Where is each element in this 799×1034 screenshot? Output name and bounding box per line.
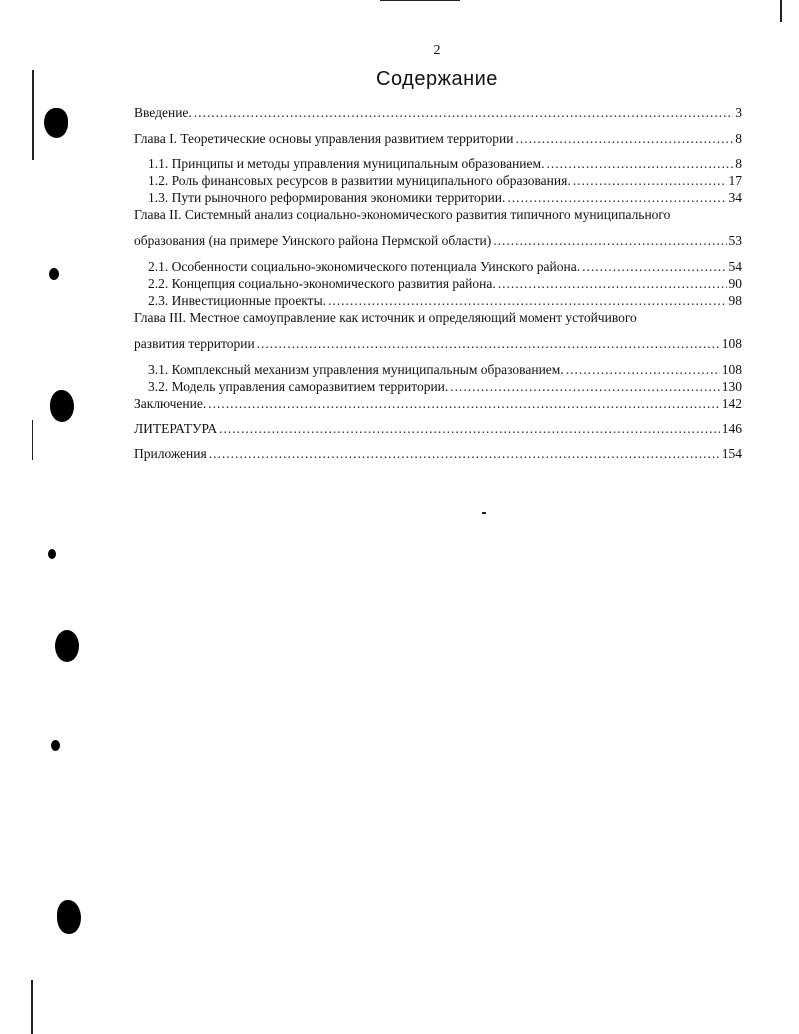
- toc-entry-label: 1.1. Принципы и методы управления муниципальным образованием.: [148, 156, 545, 171]
- toc-entry-page: 108: [721, 362, 742, 377]
- toc-entry-section-2-3: [148, 293, 742, 309]
- toc-entry-intro: [134, 105, 742, 121]
- toc-leader-dots: [328, 293, 726, 309]
- scan-edge-line: [380, 0, 460, 1]
- toc-leader-dots: [582, 259, 726, 275]
- toc-chapter-3-title-line-1: Глава III. Местное самоуправление как источник и определяющий момент устойчивого: [134, 310, 637, 325]
- scan-speck: [482, 512, 486, 514]
- toc-entry-label: 2.3. Инвестиционные проекты.: [148, 293, 327, 308]
- toc-entry-section-2-2: [148, 276, 742, 292]
- toc-entry-chapter-1: [134, 131, 742, 147]
- toc-entry-section-1-2: [148, 173, 742, 189]
- toc-entry-page: 108: [721, 336, 742, 351]
- toc-entry-page: 98: [728, 293, 742, 308]
- scan-edge-line: [31, 980, 33, 1034]
- toc-entry-section-3-2: [148, 379, 742, 395]
- toc-entry-page: 142: [721, 396, 742, 411]
- toc-entry-label: Введение.: [134, 105, 192, 120]
- toc-leader-dots: [209, 446, 720, 462]
- toc-entry-page: 130: [721, 379, 742, 394]
- toc-entry-literature: [134, 421, 742, 437]
- toc-leader-dots: [450, 379, 719, 395]
- toc-entry-page: 17: [728, 173, 742, 188]
- scan-speck: [51, 740, 60, 751]
- toc-entry-page: 90: [728, 276, 742, 291]
- scan-speck: [49, 268, 59, 280]
- toc-entry-page: 3: [735, 105, 742, 120]
- toc-entry-chapter-3: [134, 336, 742, 352]
- toc-leader-dots: [498, 276, 727, 292]
- page-title: Содержание: [376, 68, 498, 90]
- toc-entry-conclusion: [134, 396, 742, 412]
- toc-chapter-2-title-line-1: Глава II. Системный анализ социально-экономического развития типичного муниципального: [134, 207, 671, 222]
- scan-speck: [48, 549, 56, 559]
- toc-entry-section-1-3: [148, 190, 742, 206]
- toc-leader-dots: [208, 396, 720, 412]
- toc-leader-dots: [566, 362, 720, 378]
- toc-entry-section-2-1: [148, 259, 742, 275]
- toc-entry-page: 53: [728, 233, 742, 248]
- toc-entry-label: 1.2. Роль финансовых ресурсов в развитии муниципального образования.: [148, 173, 571, 188]
- toc-entry-page: 154: [721, 446, 742, 461]
- punch-hole-mark: [55, 630, 79, 662]
- toc-entry-label: 3.2. Модель управления саморазвитием территории.: [148, 379, 449, 394]
- toc-entry-chapter-2: [134, 233, 742, 249]
- toc-entry-page: 8: [735, 131, 742, 146]
- toc-entry-label: 2.1. Особенности социально-экономического потенциала Уинского района.: [148, 259, 581, 274]
- toc-leader-dots: [507, 190, 726, 206]
- toc-entry-label: образования (на примере Уинского района Пермской области): [134, 233, 492, 248]
- toc-entry-section-3-1: [148, 362, 742, 378]
- toc-entry-label: Глава I. Теоретические основы управления развитием территории: [134, 131, 514, 146]
- toc-entry-appendices: [134, 446, 742, 462]
- toc-leader-dots: [219, 421, 720, 437]
- toc-entry-label: ЛИТЕРАТУРА: [134, 421, 218, 436]
- toc-entry-page: 8: [735, 156, 742, 171]
- toc-entry-label: развития территории: [134, 336, 255, 351]
- toc-entry-page: 146: [721, 421, 742, 436]
- toc-leader-dots: [573, 173, 727, 189]
- toc-entry-label: Приложения: [134, 446, 207, 461]
- toc-leader-dots: [493, 233, 726, 249]
- page-number: 2: [433, 43, 441, 58]
- toc-leader-dots: [257, 336, 720, 352]
- toc-leader-dots: [515, 131, 733, 147]
- punch-hole-mark: [44, 108, 68, 138]
- scan-edge-line: [32, 70, 34, 160]
- toc-entry-label: 1.3. Пути рыночного реформирования экономики территории.: [148, 190, 506, 205]
- toc-entry-label: 2.2. Концепция социально-экономического развития района.: [148, 276, 496, 291]
- punch-hole-mark: [50, 390, 74, 422]
- toc-entry-label: 3.1. Комплексный механизм управления муниципальным образованием.: [148, 362, 564, 377]
- toc-entry-section-1-1: [148, 156, 742, 172]
- toc-entry-label: Заключение.: [134, 396, 207, 411]
- toc-entry-page: 34: [728, 190, 742, 205]
- scan-edge-line: [780, 0, 782, 22]
- scan-edge-line: [32, 420, 33, 460]
- toc-leader-dots: [194, 105, 733, 121]
- toc-entry-page: 54: [728, 259, 742, 274]
- punch-hole-mark: [57, 900, 81, 934]
- toc-leader-dots: [546, 156, 733, 172]
